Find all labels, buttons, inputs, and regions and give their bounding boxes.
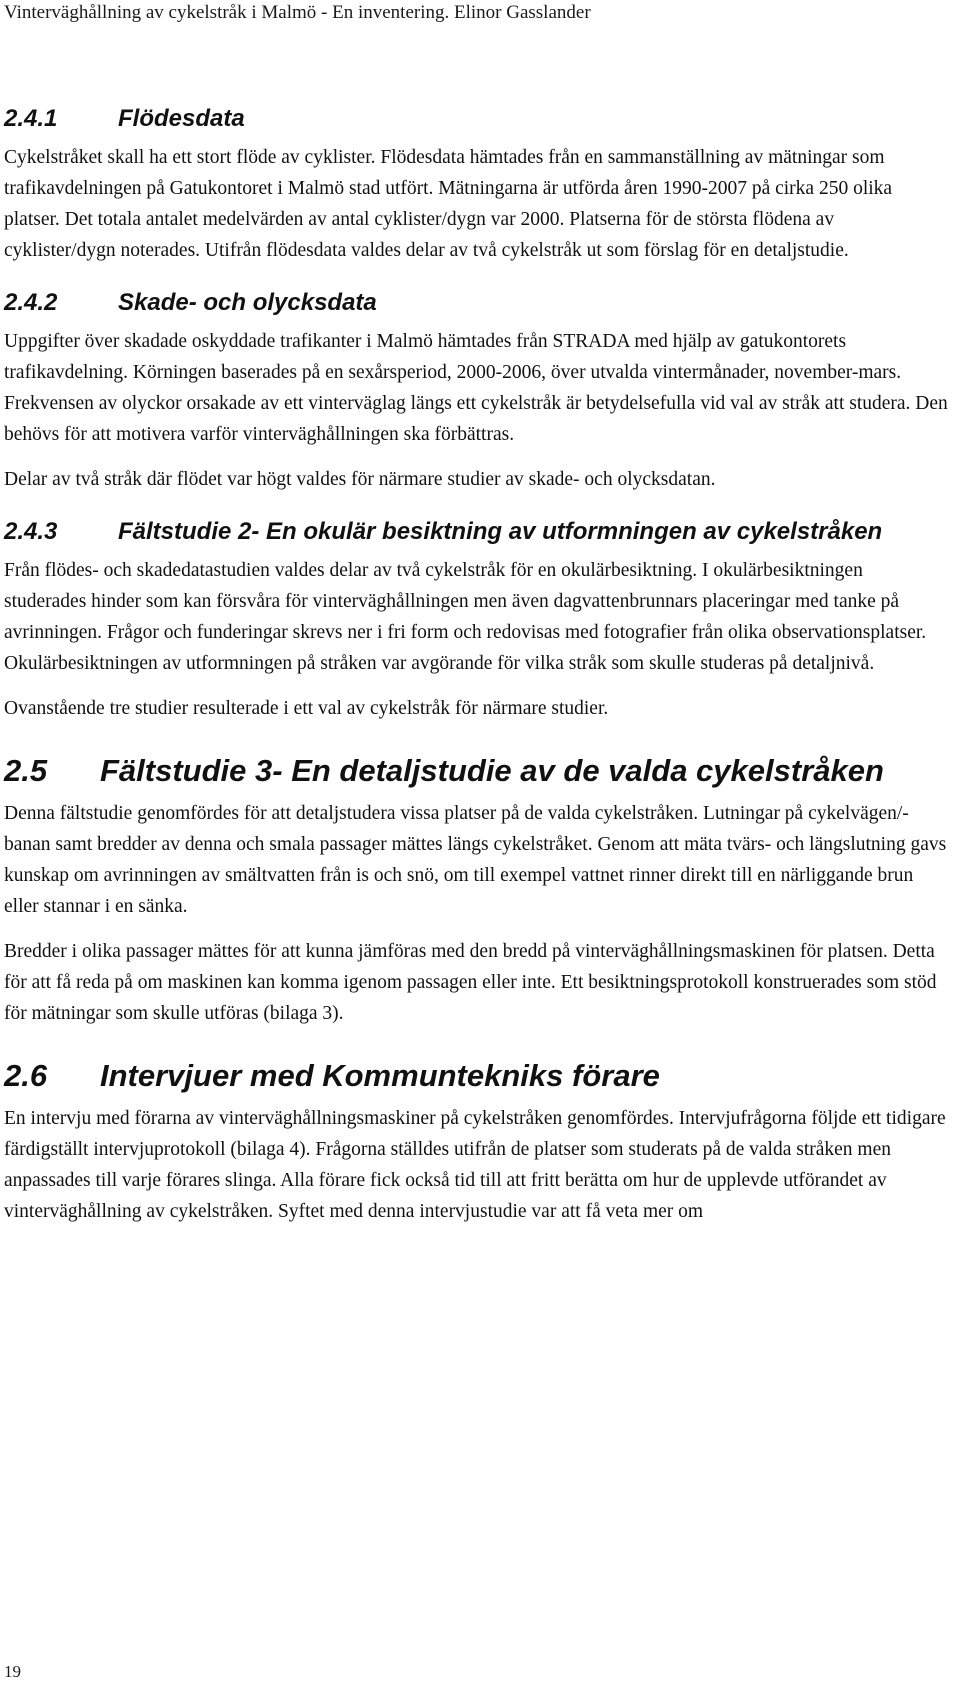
heading-number: 2.4.1	[4, 105, 58, 132]
paragraph-okularbesiktning: Från flödes- och skadedatastudien valdes delar av två cykelstråk för en okulärbesiktning. I okulärbesiktningen studerades hinder som kan försvåra för vinterväghållningen men även dagvattenbrunnars placeringar med tanke på avrinningen. Frågor och funderingar skrevs ner i fri form och redovisas med fotografier från olika observationsplatser. Okulärbesiktningen av utformningen på stråken var avgörande för vilka stråk som skulle studeras på detaljnivå.	[4, 560, 927, 674]
heading-title: Fältstudie 2- En okulär besiktning av utformningen av cykelstråken	[118, 518, 883, 545]
paragraph-skadedata-conclusion: Delar av två stråk där flödet var högt valdes för närmare studier av skade- och olycksdatan.	[4, 469, 716, 490]
document-body	[4, 102, 948, 1227]
page-number: 19	[4, 1662, 21, 1681]
heading-2-4-2	[4, 286, 948, 320]
heading-number: 2.4.2	[4, 289, 58, 316]
heading-title: Flödesdata	[118, 105, 245, 132]
heading-2-6	[4, 1055, 948, 1097]
heading-number: 2.4.3	[4, 518, 58, 545]
paragraph-okularbesiktning-conclusion: Ovanstående tre studier resulterade i ett val av cykelstråk för närmare studier.	[4, 698, 609, 719]
running-header: Vinterväghållning av cykelstråk i Malmö - En inventering. Elinor Gasslander	[4, 2, 591, 23]
paragraph-detaljstudie: Denna fältstudie genomfördes för att detaljstudera vissa platser på de valda cykelstråken. Lutningar på cykelvägen/-banan samt bredder av denna och smala passager mättes längs cykelstråket. Genom att mäta tvärs- och längslutning gavs kunskap om avrinningen av smältvatten från is och snö, om till exempel vattnet rinner direkt till en närliggande brun eller stannar i en sänka.	[4, 803, 947, 917]
heading-2-4-1	[4, 102, 948, 136]
heading-number: 2.5	[4, 753, 48, 788]
paragraph-skadedata: Uppgifter över skadade oskyddade trafikanter i Malmö hämtades från STRADA med hjälp av gatukontorets trafikavdelning. Körningen baserades på en sexårsperiod, 2000-2006, över utvalda vintermånader, november-mars. Frekvensen av olyckor orsakade av ett vinterväglag längs ett cykelstråk är betydelsefulla vid val av stråk att studera. Den behövs för att motivera varför vinterväghållningen ska förbättras.	[4, 331, 948, 445]
paragraph-intervjuer: En intervju med förarna av vinterväghållningsmaskiner på cykelstråken genomfördes. Intervjufrågorna följde ett tidigare färdigställt intervjuprotokoll (bilaga 4). Frågorna ställdes utifrån de platser som studerats på de valda stråken men anpassades till varje förares slinga. Alla förare fick också tid till att fritt berätta om hur de upplevde utförandet av vinterväghållning av cykelstråken. Syftet med denna intervjustudie var att få veta mer om	[4, 1108, 946, 1222]
heading-title: Intervjuer med Kommuntekniks förare	[100, 1058, 660, 1093]
paragraph-bredder: Bredder i olika passager mättes för att kunna jämföras med den bredd på vinterväghållningsmaskinen för platsen. Detta för att få reda på om maskinen kan komma igenom passagen eller inte. Ett besiktningsprotokoll konstruerades som stöd för mätningar som skulle utföras (bilaga 3).	[4, 941, 937, 1024]
heading-2-4-3	[4, 515, 948, 549]
heading-number: 2.6	[4, 1058, 48, 1093]
heading-2-5	[4, 750, 948, 792]
paragraph-flodesdata: Cykelstråket skall ha ett stort flöde av cyklister. Flödesdata hämtades från en sammanställning av mätningar som trafikavdelningen på Gatukontoret i Malmö stad utfört. Mätningarna är utförda åren 1990-2007 på cirka 250 olika platser. Det totala antalet medelvärden av antal cyklister/dygn var 2000. Platserna för de största flödena av cyklister/dygn noterades. Utifrån flödesdata valdes delar av två cykelstråk ut som förslag för en detaljstudie.	[4, 147, 893, 261]
heading-title: Fältstudie 3- En detaljstudie av de valda cykelstråken	[100, 753, 884, 788]
heading-title: Skade- och olycksdata	[118, 289, 377, 316]
